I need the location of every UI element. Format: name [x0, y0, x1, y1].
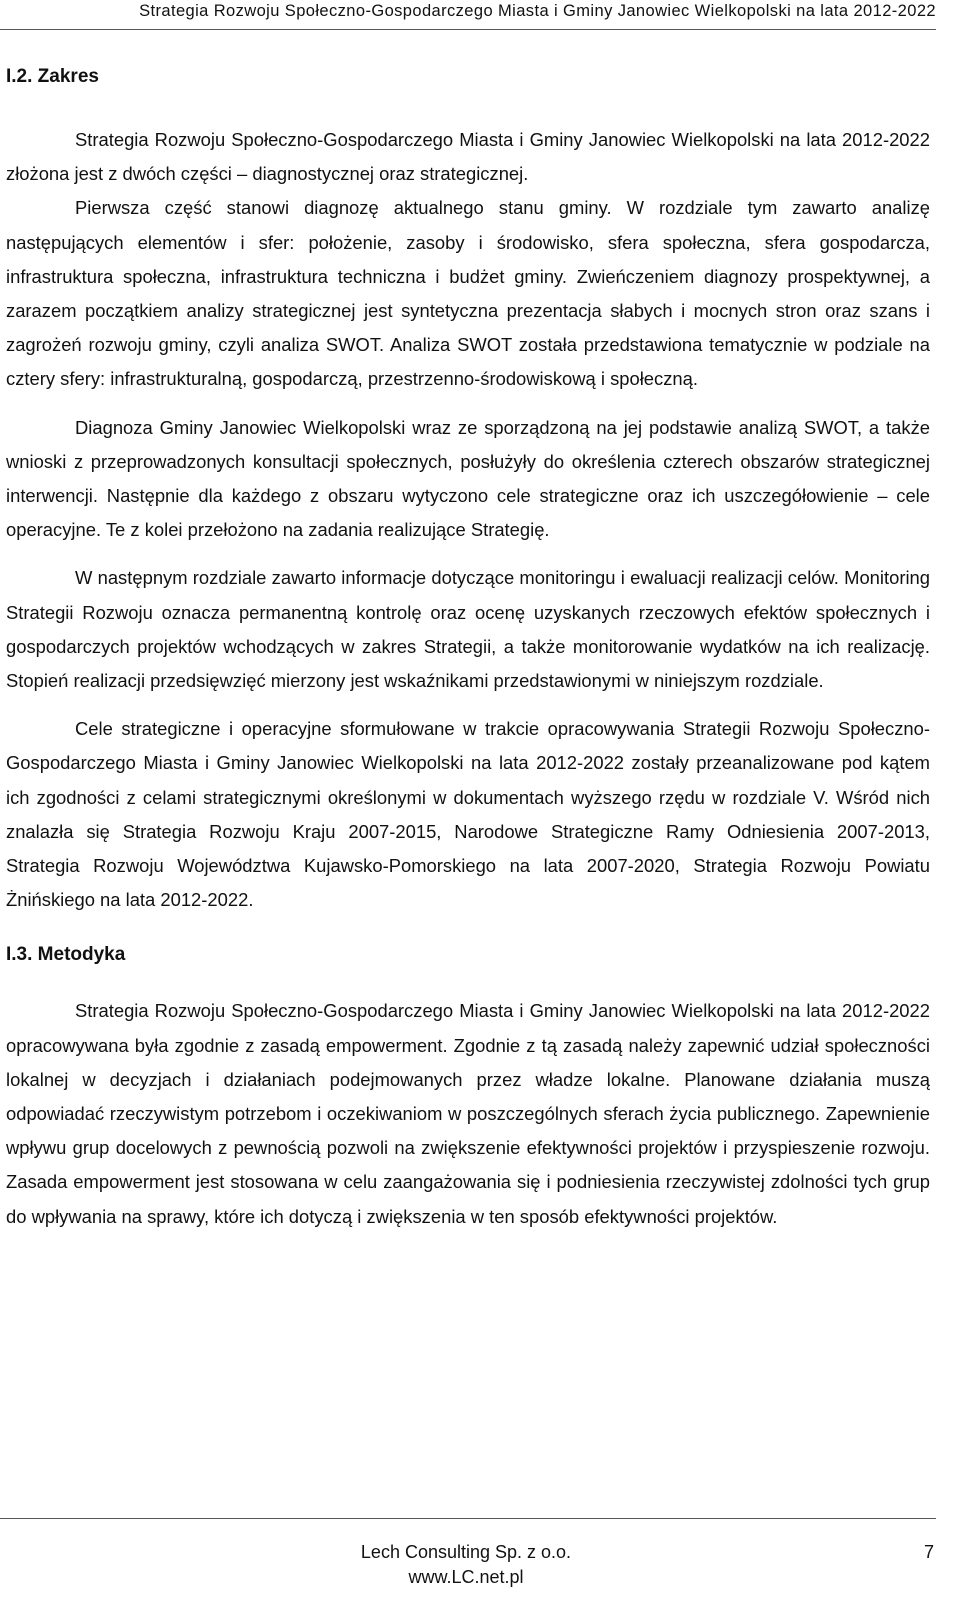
footer-url: www.LC.net.pl [408, 1567, 524, 1587]
header-divider [0, 29, 936, 30]
paragraph: Pierwsza część stanowi diagnozę aktualnego stanu gminy. W rozdziale tym zawarto analizę następujących elementów i sfer: położenie, zasoby i środowisko, sfera społeczna, sfera gospodarcza, infrastruktura społeczna, infrastruktura techniczna i budżet gminy. Zwieńczeniem diagnozy prospektywnej, a zarazem początkiem analizy strategicznej jest syntetyczna prezentacja słabych i mocnych stron oraz szans i zagrożeń rozwoju gminy, czyli analiza SWOT. Analiza SWOT została przedstawiona tematycznie w podziale na cztery sfery: infrastrukturalną, gospodarczą, przestrzenno-środowiskową i społeczną. [6, 197, 930, 390]
paragraph: Strategia Rozwoju Społeczno-Gospodarczego Miasta i Gminy Janowiec Wielkopolski na lata 2012-2022 złożona jest z dwóch części – diagnostycznej oraz strategicznej. [6, 129, 930, 185]
page-number: 7 [923, 1542, 934, 1562]
header-title: Strategia Rozwoju Społeczno-Gospodarczego Miasta i Gminy Janowiec Wielkopolski na lata 2012-2022 [139, 2, 936, 20]
footer-company: Lech Consulting Sp. z o.o. [360, 1542, 572, 1562]
section-heading-zakres: I.2. Zakres [6, 66, 99, 87]
paragraph: Strategia Rozwoju Społeczno-Gospodarczego Miasta i Gminy Janowiec Wielkopolski na lata 2012-2022 opracowywana była zgodnie z zasadą empowerment. Zgodnie z tą zasadą należy zapewnić udział społeczności lokalnej w decyzjach i działaniach podejmowanych przez władze lokalne. Planowane działania muszą odpowiadać rzeczywistym potrzebom i oczekiwaniom w poszczególnych sferach życia publicznego. Zapewnienie wpływu grup docelowych z pewnością pozwoli na zwiększenie efektywności projektów i przyspieszenie rozwoju. Zasada empowerment jest stosowana w celu zaangażowania się i podniesienia rzeczywistej zdolności tych grup do wpływania na sprawy, które ich dotyczą i zwiększenia w ten sposób efektywności projektów. [6, 1000, 930, 1227]
section-heading-metodyka: I.3. Metodyka [6, 944, 126, 966]
page-header [0, 0, 960, 30]
paragraph: W następnym rozdziale zawarto informacje dotyczące monitoringu i ewaluacji realizacji celów. Monitoring Strategii Rozwoju oznacza permanentną kontrolę oraz ocenę uzyskanych rzeczowych efektów społecznych i gospodarczych projektów wchodzących w zakres Strategii, a także monitorowanie wydatków na ich realizację. Stopień realizacji przedsięwzięć mierzony jest wskaźnikami przedstawionymi w niniejszym rozdziale. [6, 567, 930, 692]
paragraph: Cele strategiczne i operacyjne sformułowane w trakcie opracowywania Strategii Rozwoju Społeczno-Gospodarczego Miasta i Gminy Janowiec Wielkopolski na lata 2012-2022 zostały przeanalizowane pod kątem ich zgodności z celami strategicznymi określonymi w dokumentach wyższego rzędu w rozdziale V. Wśród nich znalazła się Strategia Rozwoju Kraju 2007-2015, Narodowe Strategiczne Ramy Odniesienia 2007-2013, Strategia Rozwoju Województwa Kujawsko-Pomorskiego na lata 2007-2020, Strategia Rozwoju Powiatu Żnińskiego na lata 2012-2022. [6, 718, 930, 911]
footer-divider [0, 1518, 936, 1519]
paragraph: Diagnoza Gminy Janowiec Wielkopolski wraz ze sporządzoną na jej podstawie analizą SWOT, a także wnioski z przeprowadzonych konsultacji społecznych, posłużyły do określenia czterech obszarów strategicznej interwencji. Następnie dla każdego z obszaru wytyczono cele strategiczne oraz ich uszczegółowienie – cele operacyjne. Te z kolei przełożono na zadania realizujące Strategię. [6, 416, 930, 541]
document-body [6, 60, 930, 1234]
